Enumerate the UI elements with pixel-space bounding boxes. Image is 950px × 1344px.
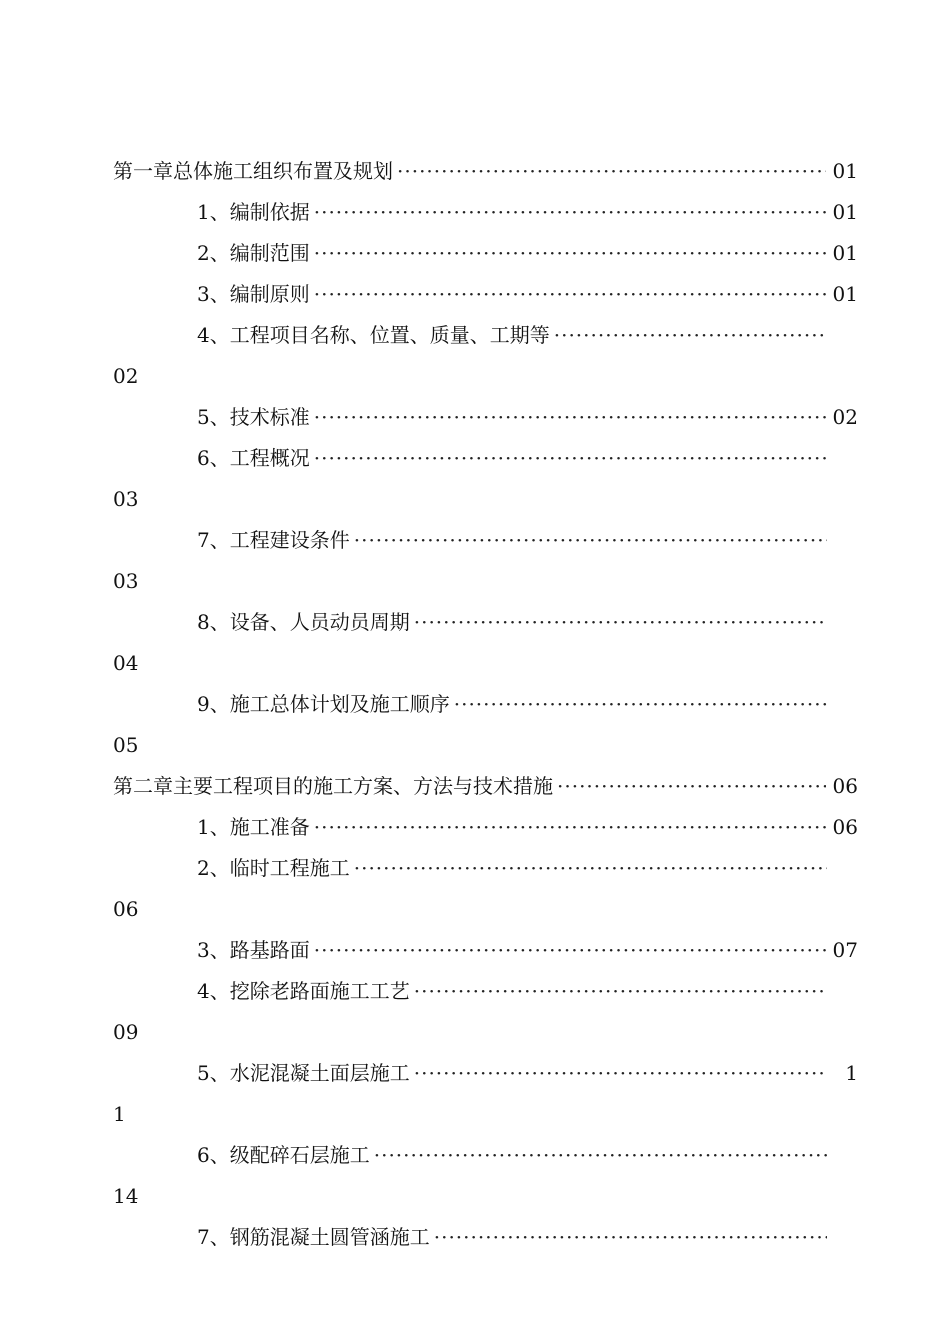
item-title: 1、施工准备 [197,815,310,839]
item-title: 5、技术标准 [197,405,310,429]
item-title: 8、设备、人员动员周期 [197,610,410,634]
toc-item[interactable] [197,978,833,1004]
toc-item[interactable] [197,1060,858,1086]
toc-item[interactable] [197,937,858,963]
toc-chapter-2[interactable] [113,773,858,799]
page-number: 1 [845,1061,858,1085]
toc-item[interactable] [197,1142,833,1168]
page-number: 03 [113,569,139,593]
toc-chapter-1[interactable] [113,158,858,184]
page-number: 01 [832,282,858,306]
page-number: 05 [113,733,139,757]
dot-leader [314,404,826,430]
dot-leader [314,240,826,266]
toc-item[interactable] [197,527,833,553]
page-number: 04 [113,651,139,675]
dot-leader [314,445,827,471]
page-number: 03 [113,487,139,511]
item-title: 3、编制原则 [197,282,310,306]
dot-leader [557,773,826,799]
page-number: 01 [832,159,858,183]
dot-leader [374,1142,827,1168]
item-title: 6、级配碎石层施工 [197,1143,370,1167]
dot-leader [354,855,827,881]
toc-item[interactable] [197,814,858,840]
item-title: 3、路基路面 [197,938,310,962]
item-title: 4、挖除老路面施工工艺 [197,979,410,1003]
dot-leader [434,1224,827,1250]
item-title: 9、施工总体计划及施工顺序 [197,692,450,716]
toc-item[interactable] [197,691,833,717]
toc-item[interactable] [197,404,858,430]
page-number: 06 [832,774,858,798]
dot-leader [314,814,826,840]
toc-item[interactable] [197,609,833,635]
dot-leader [397,158,826,184]
page-number: 09 [113,1020,139,1044]
toc-item[interactable] [197,1224,833,1250]
page-number: 02 [832,405,858,429]
page-number: 06 [832,815,858,839]
dot-leader [414,609,827,635]
toc-item[interactable] [197,322,833,348]
toc-item[interactable] [197,855,833,881]
item-title: 7、钢筋混凝土圆管涵施工 [197,1225,430,1249]
dot-leader [314,281,826,307]
dot-leader [454,691,827,717]
page-number: 02 [113,364,139,388]
item-title: 2、临时工程施工 [197,856,350,880]
dot-leader [314,937,826,963]
page-number: 01 [832,200,858,224]
item-title: 6、工程概况 [197,446,310,470]
chapter-number: 第一章 [113,159,173,183]
page-number: 06 [113,897,139,921]
item-title: 5、水泥混凝土面层施工 [197,1061,410,1085]
chapter-title: 总体施工组织布置及规划 [173,159,393,183]
chapter-title: 主要工程项目的施工方案、方法与技术措施 [173,774,553,798]
toc-item[interactable] [197,281,858,307]
dot-leader [354,527,827,553]
page-number: 07 [832,938,858,962]
item-title: 1、编制依据 [197,200,310,224]
toc-item[interactable] [197,199,858,225]
dot-leader [414,1060,826,1086]
toc-item[interactable] [197,240,858,266]
dot-leader [554,322,827,348]
toc-item[interactable] [197,445,833,471]
page-number: 01 [832,241,858,265]
item-title: 7、工程建设条件 [197,528,350,552]
dot-leader [414,978,827,1004]
chapter-number: 第二章 [113,774,173,798]
item-title: 2、编制范围 [197,241,310,265]
item-title: 4、工程项目名称、位置、质量、工期等 [197,323,550,347]
page-number: 1 [113,1102,126,1126]
page-number: 14 [113,1184,139,1208]
dot-leader [314,199,826,225]
